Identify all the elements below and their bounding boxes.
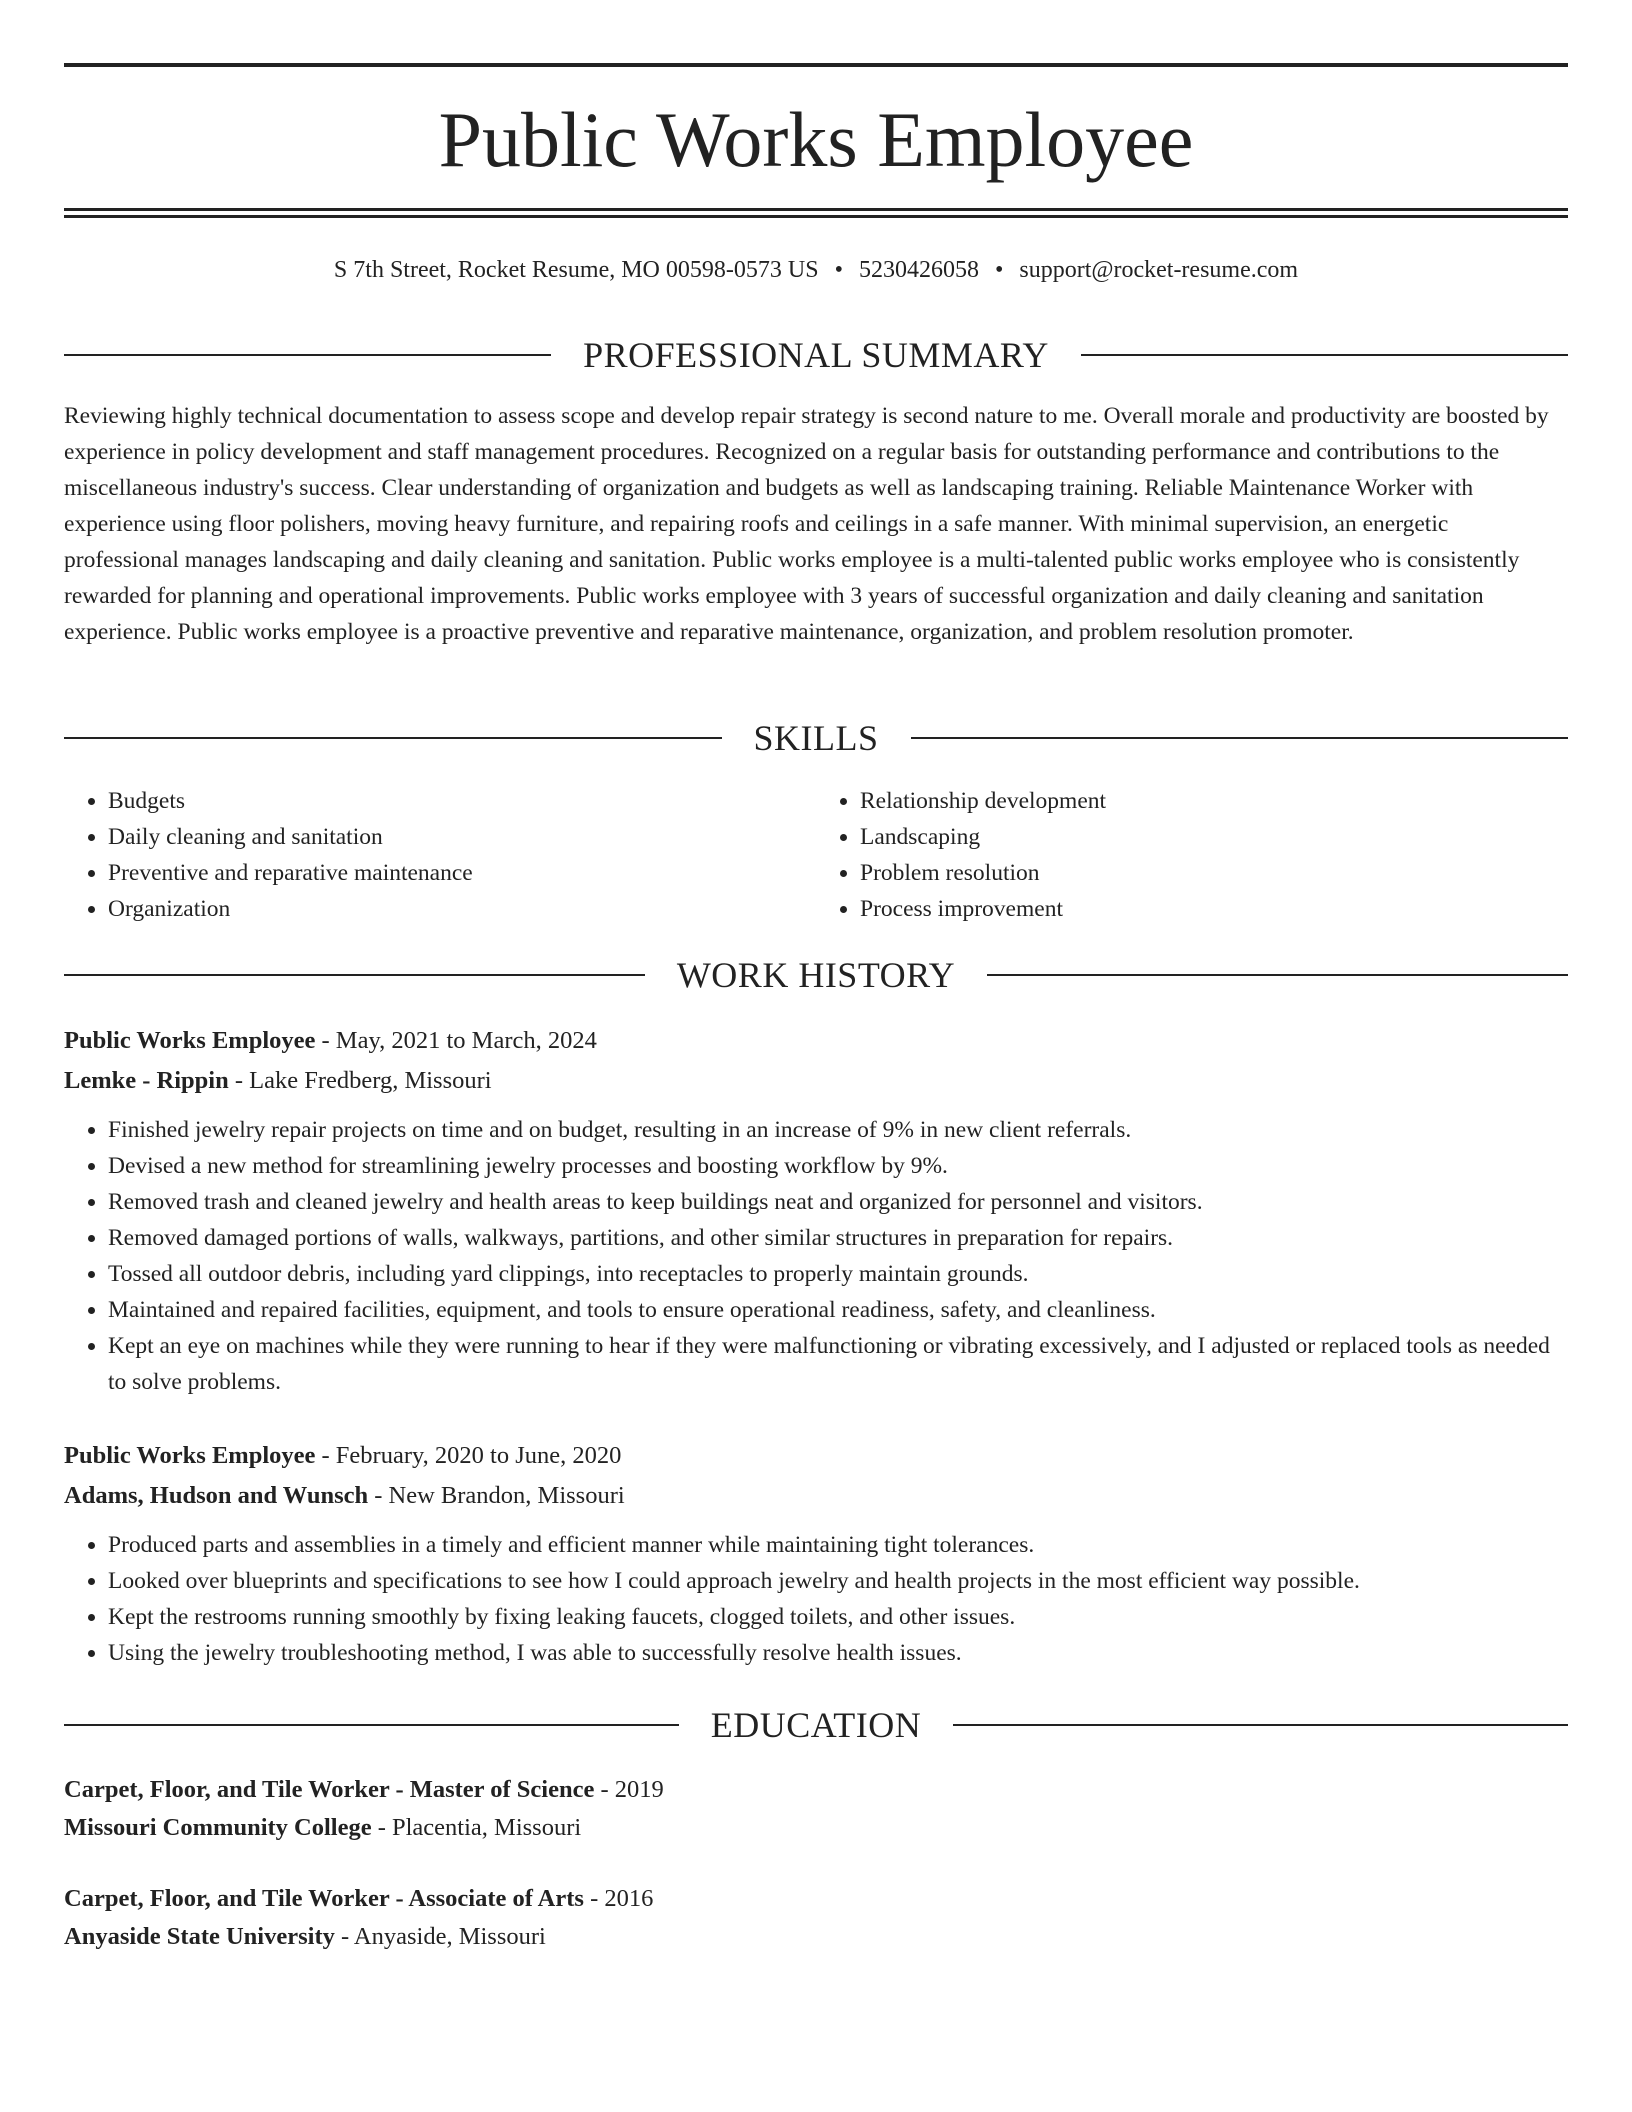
job-location: - New Brandon, Missouri <box>368 1482 625 1509</box>
job-bullet: • Devised a new method for streamlining jewelry processes and boosting workflow by 9%. <box>108 1148 1568 1184</box>
header-rule-lower <box>64 215 1568 218</box>
skills-column-left <box>64 783 816 927</box>
job-bullet: • Produced parts and assemblies in a timely and efficient manner while maintaining tight tolerances. <box>108 1527 1568 1563</box>
contact-address: S 7th Street, Rocket Resume, MO 00598-0573 US <box>333 257 819 283</box>
education-degree-line <box>64 1880 1568 1918</box>
job-title: Public Works Employee <box>64 1442 316 1469</box>
section-rule <box>1081 354 1568 356</box>
contact-phone: 5230426058 <box>858 257 979 283</box>
job-location: - Lake Fredberg, Missouri <box>228 1067 492 1094</box>
section-rule <box>64 974 645 976</box>
section-rule <box>987 974 1568 976</box>
job-bullet: • Kept the restrooms running smoothly by fixing leaking faucets, clogged toilets, and other issues. <box>108 1599 1568 1635</box>
education-entry <box>64 1771 1568 1847</box>
job-dates: - May, 2021 to March, 2024 <box>315 1027 597 1054</box>
header-rule-upper <box>64 208 1568 211</box>
job-title: Public Works Employee <box>64 1027 316 1054</box>
summary-text: Reviewing highly technical documentation to assess scope and develop repair strategy is second nature to me. Overall morale and productivity are boosted by experience in policy development and staff management procedures. Recognized on a regular basis for outstanding performance and contributions to the miscellaneous industry's success. Clear understanding of organization and budgets as well as landscaping training. Reliable Maintenance Worker with experience using floor polishers, moving heavy furniture, and repairing roofs and ceilings in a safe manner. With minimal supervision, an energetic professional manages landscaping and daily cleaning and sanitation. Public works employee is a multi-talented public works employee who is consistently rewarded for planning and operational improvements. Public works employee with 3 years of successful organization and daily cleaning and sanitation experience. Public works employee is a proactive preventive and reparative maintenance, organization, and problem resolution promoter. <box>64 403 1549 645</box>
education-year: - 2016 <box>583 1885 654 1912</box>
job-bullet: • Looked over blueprints and specifications to see how I could approach jewelry and health projects in the most efficient way possible. <box>108 1563 1568 1599</box>
contact-email: support@rocket-resume.com <box>1019 257 1299 283</box>
job-company-line <box>64 1477 1568 1515</box>
job-bullet: • Kept an eye on machines while they were running to hear if they were malfunctioning or vibrating excessively, and I adjusted or replaced tools as needed to solve problems. <box>108 1328 1568 1400</box>
section-title: EDUCATION <box>710 1705 922 1745</box>
skill-item: • Landscaping <box>860 819 1568 855</box>
job-bullet: • Maintained and repaired facilities, equipment, and tools to ensure operational readiness, safety, and cleanliness. <box>108 1292 1568 1328</box>
contact-separator: • <box>834 257 843 283</box>
section-header-summary <box>64 335 1568 375</box>
education-degree-line <box>64 1771 1568 1809</box>
section-title: WORK HISTORY <box>676 955 956 995</box>
education-school-line <box>64 1809 1568 1847</box>
section-header-education <box>64 1705 1568 1745</box>
job-company-line <box>64 1062 1568 1100</box>
job-company: Lemke - Rippin <box>64 1067 229 1094</box>
education-entry <box>64 1880 1568 1956</box>
candidate-name: Public Works Employee <box>438 96 1194 183</box>
section-rule <box>953 1724 1568 1726</box>
job-bullets <box>64 1527 1568 1671</box>
job-entry <box>64 1437 1568 1671</box>
job-bullet: • Finished jewelry repair projects on time and on budget, resulting in an increase of 9% in new client referrals. <box>108 1112 1568 1148</box>
section-title: SKILLS <box>753 718 879 758</box>
job-bullet: • Tossed all outdoor debris, including yard clippings, into receptacles to properly maintain grounds. <box>108 1256 1568 1292</box>
job-bullet: • Removed trash and cleaned jewelry and health areas to keep buildings neat and organized for personnel and visitors. <box>108 1184 1568 1220</box>
education-year: - 2019 <box>594 1776 664 1803</box>
contact-separator: • <box>994 257 1004 283</box>
job-bullets <box>64 1112 1568 1400</box>
section-rule <box>911 737 1569 739</box>
section-title: PROFESSIONAL SUMMARY <box>583 335 1049 375</box>
skill-item: • Organization <box>108 891 816 927</box>
skill-item: • Budgets <box>108 783 816 819</box>
skill-item: • Daily cleaning and sanitation <box>108 819 816 855</box>
education-school: Anyaside State University <box>64 1923 335 1950</box>
education-location: - Placentia, Missouri <box>371 1814 582 1841</box>
section-rule <box>64 1724 679 1726</box>
education-degree: Carpet, Floor, and Tile Worker - Master of Science <box>64 1776 595 1803</box>
job-company: Adams, Hudson and Wunsch <box>64 1482 369 1509</box>
job-bullet: • Using the jewelry troubleshooting method, I was able to successfully resolve health issues. <box>108 1635 1568 1671</box>
education-school-line <box>64 1918 1568 1956</box>
skill-item: • Relationship development <box>860 783 1568 819</box>
skill-item: • Process improvement <box>860 891 1568 927</box>
section-rule <box>64 737 722 739</box>
education-school: Missouri Community College <box>64 1814 372 1841</box>
skill-item: • Preventive and reparative maintenance <box>108 855 816 891</box>
top-rule <box>64 63 1568 67</box>
section-header-skills <box>64 718 1568 758</box>
job-entry <box>64 1022 1568 1400</box>
skill-item: • Problem resolution <box>860 855 1568 891</box>
job-title-line <box>64 1437 1568 1475</box>
contact-line <box>64 254 1568 286</box>
section-rule <box>64 354 551 356</box>
education-degree: Carpet, Floor, and Tile Worker - Associate of Arts <box>64 1885 584 1912</box>
education-location: - Anyaside, Missouri <box>334 1923 546 1950</box>
job-title-line <box>64 1022 1568 1060</box>
job-dates: - February, 2020 to June, 2020 <box>315 1442 622 1469</box>
skills-column-right <box>816 783 1568 927</box>
section-header-work <box>64 955 1568 995</box>
job-bullet: • Removed damaged portions of walls, walkways, partitions, and other similar structures in preparation for repairs. <box>108 1220 1568 1256</box>
skills-list <box>64 783 1568 927</box>
